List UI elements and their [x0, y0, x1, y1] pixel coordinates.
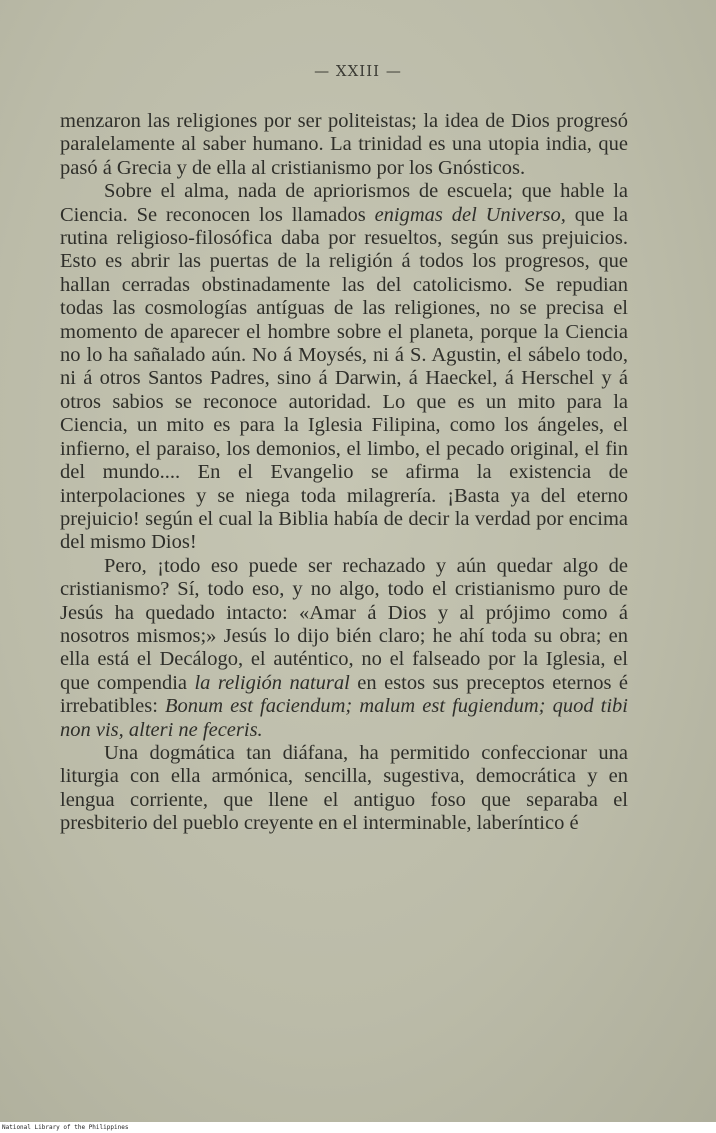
paragraph-4: Una dogmática tan diáfana, ha permitido confeccionar una liturgia con ella armónica, sencilla, sugestiva, democrática y en lengua corriente, que llene el antiguo foso que separaba el presbiterio del pueblo creyente en el interminable, laberíntico é — [60, 741, 628, 835]
paragraph-3-italic-2: Bonum est faciendum; malum est fugiendum; quod tibi non vis, alteri ne feceris. — [60, 695, 628, 741]
body-text — [60, 110, 628, 836]
paragraph-3-text-a: Pero, ¡todo eso puede ser rechazado y aún quedar algo de cristianismo? Sí, todo eso, y no algo, todo el cristianismo puro de Jesús ha quedado intacto: «Amar á Dios y al prójimo como á nosotros mismos;» Jesús lo dijo bién claro; he ahí toda su obra; en ella está el Decálogo, el auténtico, no el falseado por la Iglesia, el que compendia — [60, 554, 628, 694]
paragraph-3 — [60, 555, 628, 742]
paragraph-1: menzaron las religiones por ser politeistas; la idea de Dios progresó paralelamente al saber humano. La trinidad es una utopia india, que pasó á Grecia y de ella al cristianismo por los Gnósticos. — [60, 110, 628, 179]
paragraph-3-text-b: en estos sus preceptos eternos é irrebatibles: — [60, 671, 628, 718]
paragraph-2-italic: enigmas del Universo, — [374, 203, 566, 226]
paragraph-2-text-a: Sobre el alma, nada de apriorismos de escuela; que hable la Ciencia. Se reconocen los llamados — [60, 180, 628, 226]
paragraph-2 — [60, 180, 628, 555]
page-number: — XXIII — — [314, 62, 402, 80]
paragraph-2-text-b: que la rutina religioso-filosófica daba por resueltos, según sus prejuicios. Esto es abrir las puertas de la religión á todos los progresos, que hallan cerradas obstinadamente las del catolicismo. Se repudian todas las cosmologías antíguas de las religiones, no se precisa el momento de aparecer el hombre sobre el planeta, porque la Ciencia no lo ha sañalado aún. No á Moysés, ni á S. Agustin, el sábelo todo, ni á otros Santos Padres, sino á Darwin, á Haeckel, á Herschel y á otros sabios se reconoce autoridad. Lo que es un mito para la Ciencia, un mito es para la Iglesia Filipina, como los ángeles, el infierno, el paraiso, los demonios, el limbo, el pecado original, el fin del mundo.... En el Evangelio se afirma la existencia de interpolaciones y se niega toda milagrería. ¡Basta ya del eterno prejuicio! según el cual la Biblia había de decir la verdad por encima del mismo Dios! — [60, 203, 628, 554]
library-credit: National Library of the Philippines — [2, 1124, 129, 1131]
paragraph-3-italic-1: la religión natural — [194, 671, 350, 694]
